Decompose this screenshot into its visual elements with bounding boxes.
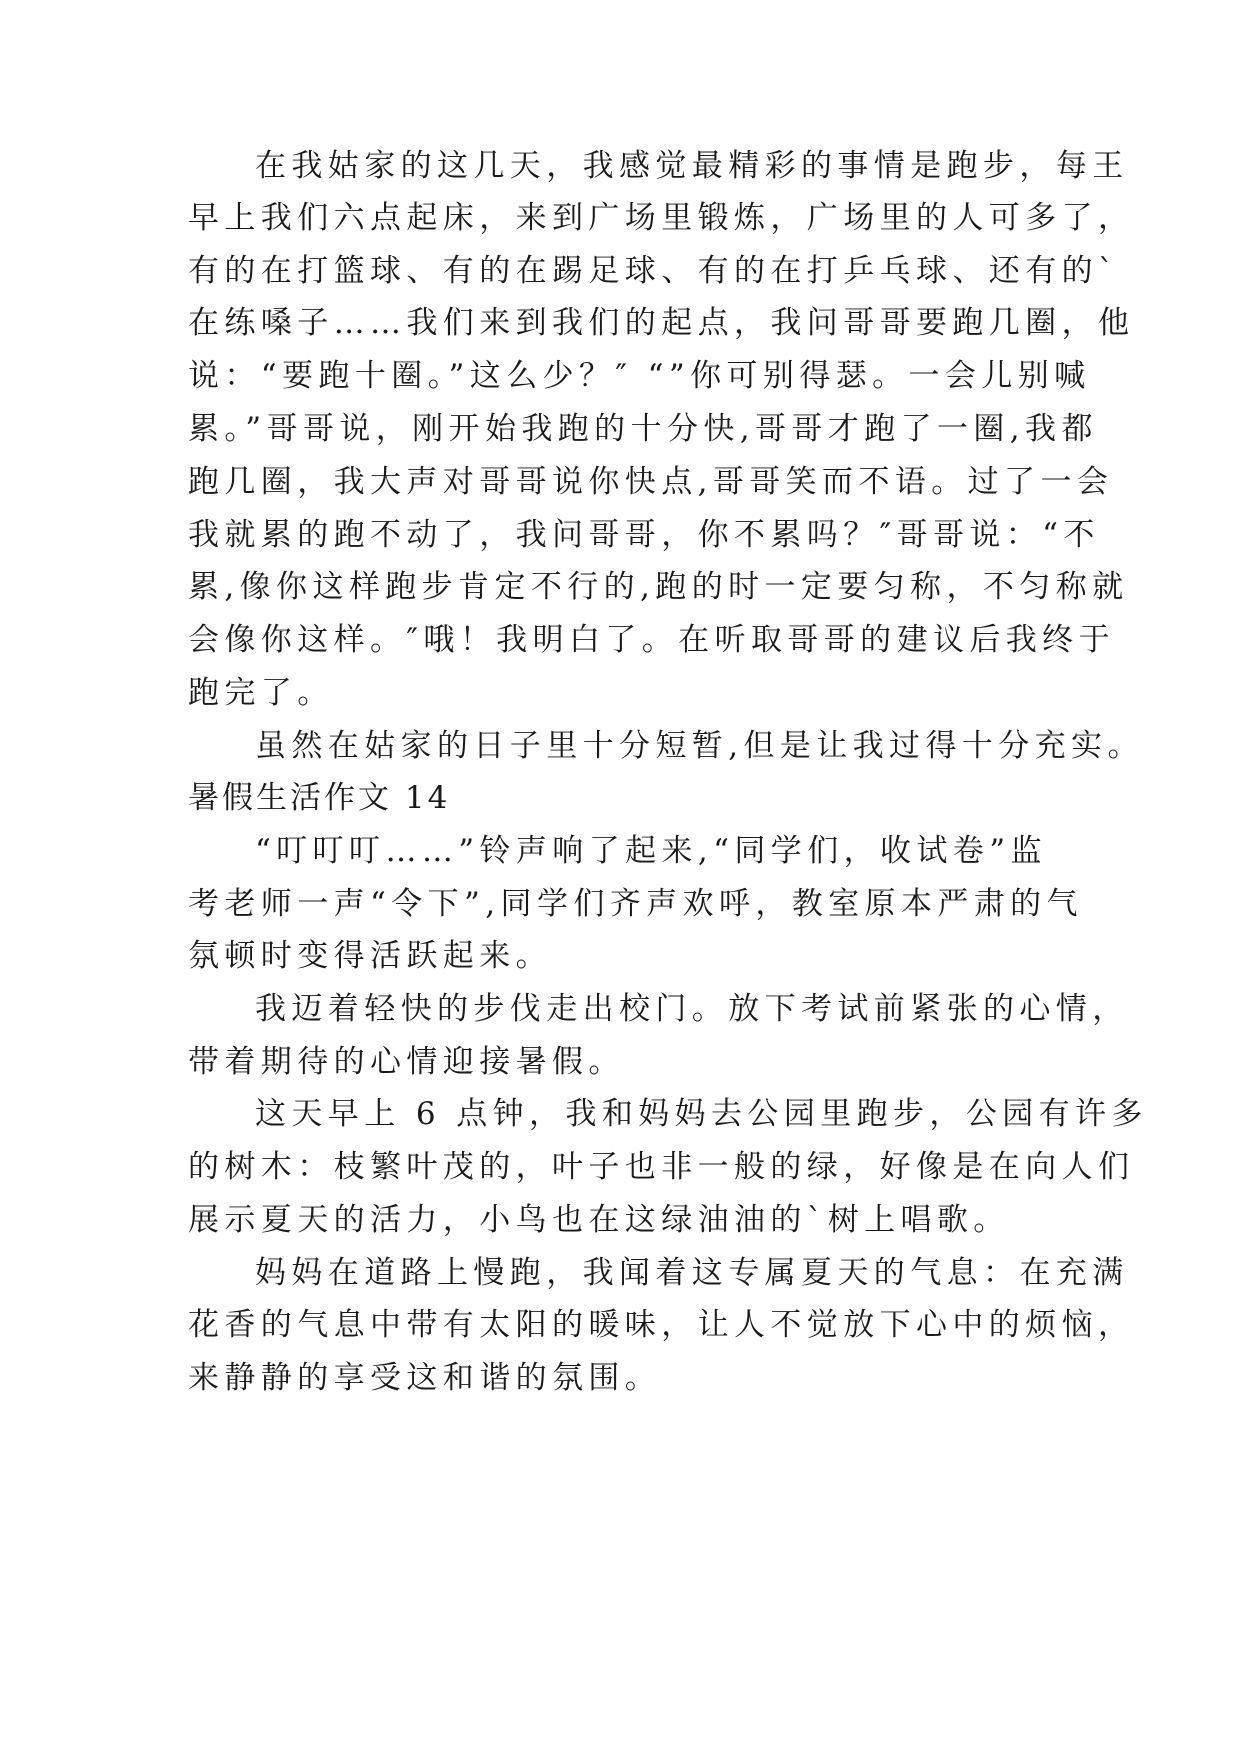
text-line: 跑几圈，我大声对哥哥说你快点,哥哥笑而不语。过了一会 (188, 464, 1114, 500)
text-line: “叮叮叮……”铃声响了起来,“同学们，收试卷”监 (255, 833, 1047, 869)
text-line: 的树木：枝繁叶茂的，叶子也非一般的绿，好像是在向人们 (188, 1149, 1135, 1185)
text-line: 虽然在姑家的日子里十分短暂,但是让我过得十分充实。 (255, 728, 1144, 764)
text-line: 在我姑家的这几天，我感觉最精彩的事情是跑步，每王 (255, 148, 1129, 184)
text-line: 早上我们六点起床，来到广场里锻炼，广场里的人可多了， (188, 200, 1135, 236)
text-line: 展示夏天的活力，小鸟也在这绿油油的`树上唱歌。 (188, 1202, 1010, 1238)
text-line: 氛顿时变得活跃起来。 (188, 938, 552, 974)
text-line: 我就累的跑不动了，我问哥哥，你不累吗？″哥哥说：“不 (188, 517, 1100, 553)
text-line: 我迈着轻快的步伐走出校门。放下考试前紧张的心情， (255, 991, 1129, 1027)
text-line: 累。”哥哥说，刚开始我跑的十分快,哥哥才跑了一圈,我都 (188, 411, 1098, 447)
section-heading: 暑假生活作文 14 (188, 780, 451, 816)
text-line: 跑完了。 (188, 675, 334, 711)
text-line: 带着期待的心情迎接暑假。 (188, 1044, 625, 1080)
text-line: 说：“要跑十圈。”这么少？″ “”你可别得瑟。一会儿别喊 (188, 358, 1091, 394)
text-line: 妈妈在道路上慢跑，我闻着这专属夏天的气息：在充满 (255, 1255, 1129, 1291)
text-line: 有的在打篮球、有的在踢足球、有的在打乒乓球、还有的` (188, 253, 1119, 289)
text-line: 考老师一声“令下”,同学们齐声欢呼，教室原本严肃的气 (188, 886, 1083, 922)
text-line: 这天早上 6 点钟，我和妈妈去公园里跑步，公园有许多 (255, 1096, 1148, 1132)
text-line: 花香的气息中带有太阳的暖味，让人不觉放下心中的烦恼， (188, 1307, 1135, 1343)
text-line: 累,像你这样跑步肯定不行的,跑的时一定要匀称，不匀称就 (188, 569, 1129, 605)
text-line: 会像你这样。″哦！我明白了。在听取哥哥的建议后我终于 (188, 622, 1115, 658)
text-line: 来静静的享受这和谐的氛围。 (188, 1360, 662, 1396)
text-line: 在练嗓子……我们来到我们的起点，我问哥哥要跑几圈，他 (188, 305, 1135, 341)
